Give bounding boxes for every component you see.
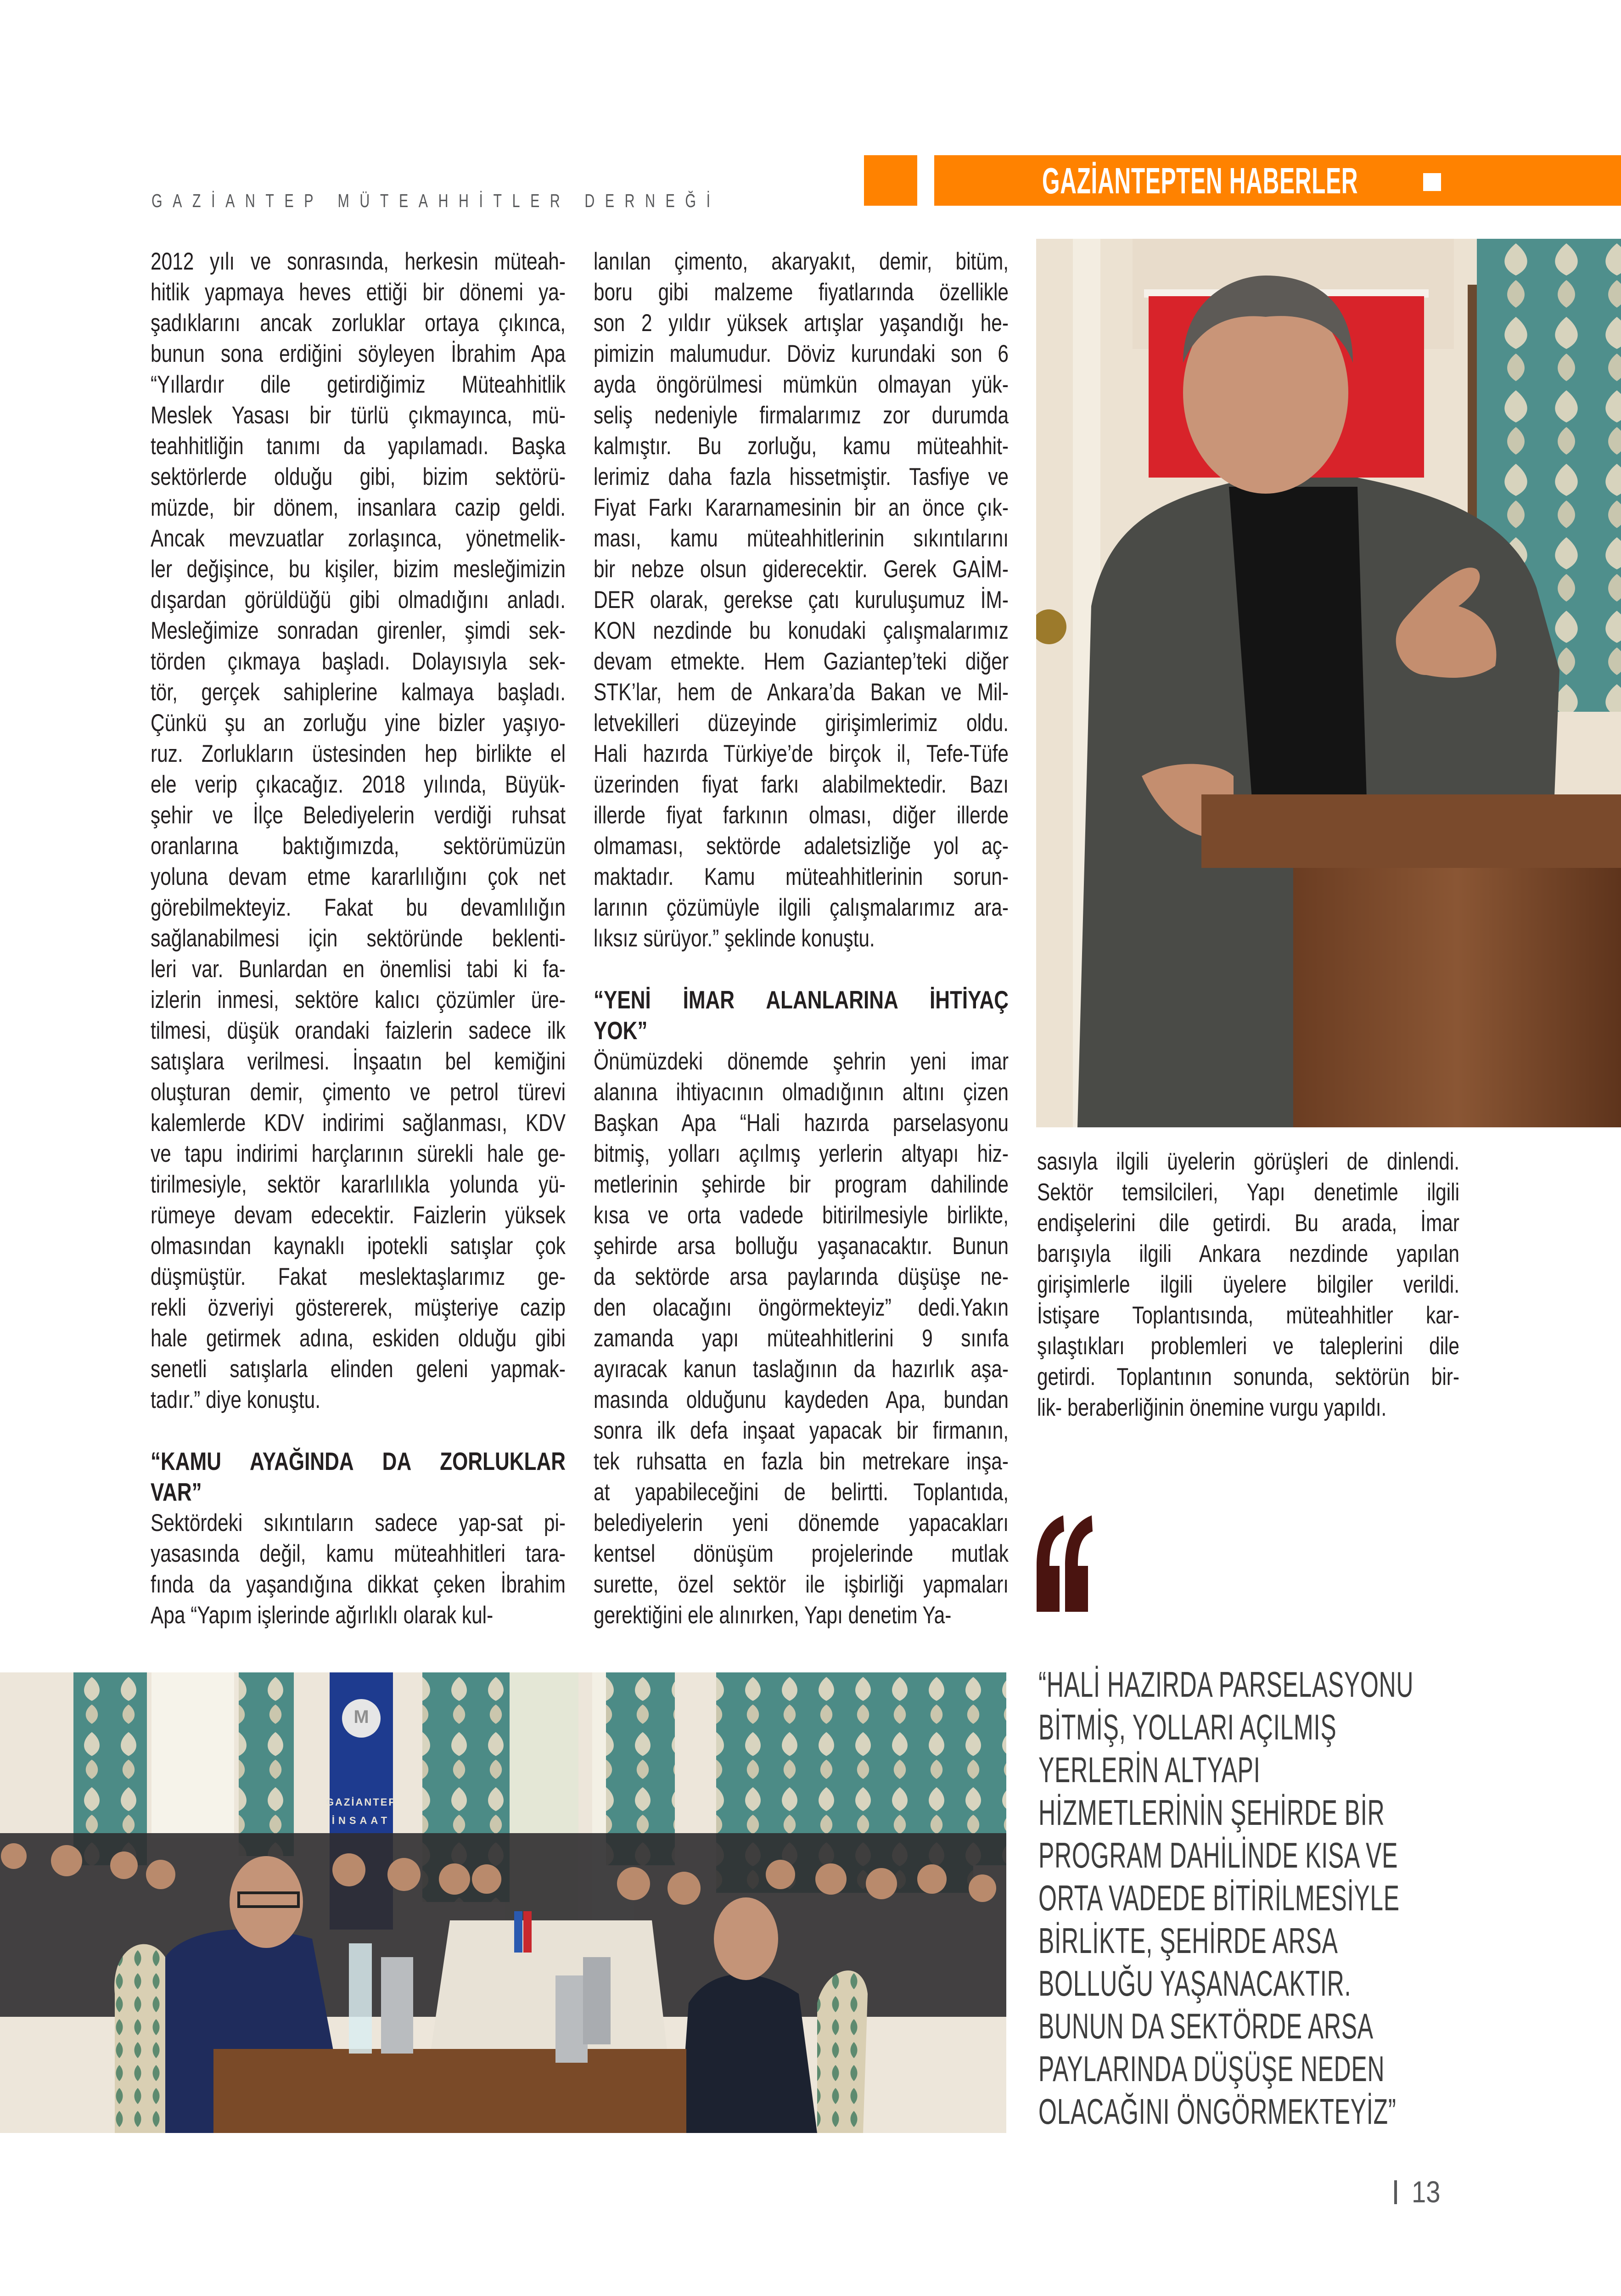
section-header-bar bbox=[934, 155, 1621, 206]
text-line: letvekilleri düzeyinde girişimlerimiz oldu. bbox=[594, 709, 1009, 737]
text-line: kısa ve orta vadede bitirilmesiyle birlikte, bbox=[594, 1202, 1009, 1229]
text-line: yasasında değil, kamu müteahhitleri tara- bbox=[151, 1540, 566, 1567]
text-line: 2012 yılı ve sonrasında, herkesin müteah- bbox=[151, 248, 566, 275]
section-heading-line: VAR” bbox=[151, 1478, 202, 1506]
text-line: müzde, bir dönem, insanlara cazip geldi. bbox=[151, 494, 566, 521]
text-line: da sektörde arsa paylarında düşüşe ne- bbox=[594, 1263, 1009, 1290]
text-line: seliş nedeniyle firmalarımız zor durumda bbox=[594, 402, 1009, 429]
text-line: Önümüzdeki dönemde şehrin yeni imar bbox=[594, 1048, 1009, 1075]
text-line: İstişare Toplantısında, müteahhitler kar- bbox=[1037, 1302, 1459, 1329]
article-column-1 bbox=[151, 246, 566, 1631]
text-line: kalmıştır. Bu zorluğu, kamu müteahhit- bbox=[594, 433, 1009, 460]
text-line: yoluna devam etme kararlılığını çok net bbox=[151, 863, 566, 890]
page-number-divider bbox=[1394, 2180, 1397, 2204]
speaker-photo-image bbox=[1036, 239, 1621, 1127]
text-line: sasıyla ilgili üyelerin görüşleri de dinlendi. bbox=[1037, 1148, 1459, 1175]
section-title-text: GAZİANTEPTEN HABERLER bbox=[1042, 160, 1358, 201]
pull-quote-line: ORTA VADEDE BİTİRİLMESİYLE bbox=[1038, 1878, 1400, 1918]
banner-text-line-2: İNSAAT bbox=[331, 1815, 391, 1826]
section-heading-line: “KAMU AYAĞINDA DA ZORLUKLAR bbox=[151, 1447, 566, 1475]
article-column-2 bbox=[594, 246, 1009, 1631]
text-line: bir nebze olsun giderecektir. Gerek GAİM- bbox=[594, 556, 1009, 583]
text-line: rekli özveriyi göstererek, müşteriye cazip bbox=[151, 1294, 566, 1321]
text-line: endişelerini dile getirdi. Bu arada, İmar bbox=[1037, 1210, 1459, 1237]
text-line: düşmüştür. Fakat meslektaşlarımız ge- bbox=[151, 1263, 566, 1290]
text-line: gerektiğini ele alınırken, Yapı denetim Ya- bbox=[594, 1602, 952, 1629]
banner-text-line-1: GAZİANTEP bbox=[325, 1796, 397, 1808]
svg-text:M: M bbox=[353, 1707, 369, 1727]
text-line: Apa “Yapım işlerinde ağırlıklı olarak kul- bbox=[151, 1602, 494, 1629]
text-line: bitmiş, yolları açılmış yerlerin altyapı hiz- bbox=[594, 1140, 1009, 1167]
text-line: lerimiz daha fazla hissetmiştir. Tasfiye ve bbox=[594, 463, 1009, 490]
text-line: tirilmesiyle, sektör kararlılıkla yolunda yü- bbox=[151, 1171, 566, 1198]
paragraph bbox=[594, 1046, 1009, 1631]
text-line: sektörlerde olduğu gibi, bizim sektörü- bbox=[151, 463, 566, 490]
text-line: surette, özel sektör ile işbirliği yapmaları bbox=[594, 1571, 1009, 1598]
section-heading-line: YOK” bbox=[594, 1016, 648, 1045]
text-line: ler değişince, bu kişiler, bizim mesleğimizin bbox=[151, 556, 566, 583]
paragraph bbox=[594, 246, 1009, 954]
text-line: Çünkü şu an zorluğu yine bizler yaşıyo- bbox=[151, 709, 566, 737]
quote-mark-icon bbox=[1037, 1515, 1096, 1612]
section-heading-kamu bbox=[151, 1446, 566, 1508]
text-line: bunun sona erdiğini söyleyen İbrahim Apa bbox=[151, 340, 566, 367]
text-line: Başkan Apa “Hali hazırda parselasyonu bbox=[594, 1109, 1009, 1137]
text-line: olmasından kaynaklı ipotekli satışlar çok bbox=[151, 1232, 566, 1260]
text-line: Sektör temsilcileri, Yapı denetimle ilgili bbox=[1037, 1179, 1459, 1206]
publication-name-text: GAZİANTEP MÜTEAHHİTLER DERNEĞİ bbox=[151, 190, 721, 211]
text-line: masında olduğunu kaydeden Apa, bundan bbox=[594, 1386, 1009, 1413]
text-line: larının çözümüyle ilgili çalışmalarımız ara- bbox=[594, 894, 1009, 921]
text-line: görebilmekteyiz. Fakat bu devamlılığın bbox=[151, 894, 566, 921]
text-line: kalemlerde KDV indirimi sağlanması, KDV bbox=[151, 1109, 566, 1137]
text-line: şehirde arsa bolluğu yaşanacaktır. Bunun bbox=[594, 1232, 1009, 1260]
meeting-photo bbox=[0, 1672, 1006, 2133]
pull-quote-line: OLACAĞINI ÖNGÖRMEKTEYİZ” bbox=[1038, 2091, 1397, 2132]
pull-quote-line: YERLERİN ALTYAPI bbox=[1038, 1750, 1261, 1790]
text-line: kentsel dönüşüm projelerinde mutlak bbox=[594, 1540, 1009, 1567]
text-line: rümeye devam edecektir. Faizlerin yüksek bbox=[151, 1202, 566, 1229]
text-line: ayıracak kanun taslağının da hazırlık aşa- bbox=[594, 1356, 1009, 1383]
wooden-table bbox=[213, 2049, 686, 2133]
header-accent-block bbox=[864, 155, 917, 206]
text-line: ele verip çıkacağız. 2018 yılında, Büyük- bbox=[151, 771, 566, 798]
text-line: devam etmekte. Hem Gaziantep’teki diğer bbox=[594, 648, 1009, 675]
section-heading-imar bbox=[594, 985, 1009, 1046]
podium-top bbox=[1201, 794, 1621, 868]
text-line: dışardan görüldüğü gibi olmadığını anladı. bbox=[151, 586, 566, 613]
pull-quote-line: BUNUN DA SEKTÖRDE ARSA bbox=[1038, 2006, 1374, 2046]
text-line: lanılan çimento, akaryakıt, demir, bitüm, bbox=[594, 248, 1009, 275]
text-line: şehir ve İlçe Belediyelerin verdiği ruhsat bbox=[151, 802, 566, 829]
text-line: senetli satışlarla elinden geleni yapmak- bbox=[151, 1356, 566, 1383]
text-line: lik- beraberliğinin önemine vurgu yapıldı. bbox=[1037, 1394, 1387, 1421]
publication-name bbox=[151, 189, 836, 212]
pull-quote bbox=[1038, 1663, 1543, 2133]
text-line: hitlik yapmaya heves ettiği bir dönemi ya- bbox=[151, 279, 566, 306]
text-line: leri var. Bunlardan en önemlisi tabi ki fa- bbox=[151, 956, 566, 983]
text-line: satışlara verilmesi. İnşaatın bel kemiğini bbox=[151, 1048, 566, 1075]
paragraph bbox=[151, 1508, 566, 1631]
paragraph bbox=[1037, 1146, 1459, 1423]
paragraph-gap bbox=[151, 1415, 566, 1446]
turtleneck bbox=[1229, 487, 1367, 799]
section-title bbox=[1042, 160, 1552, 201]
pull-quote-line: PAYLARINDA DÜŞÜŞE NEDEN bbox=[1038, 2048, 1385, 2089]
text-line: metlerinin şehirde bir program dahilinde bbox=[594, 1171, 1009, 1198]
text-line: şılaştıkları problemleri ve taleplerini dile bbox=[1037, 1333, 1459, 1360]
page-number-text: 13 bbox=[1412, 2175, 1441, 2209]
pull-quote-line: BİRLİKTE, ŞEHİRDE ARSA bbox=[1038, 1920, 1338, 1961]
text-line: ve tapu indirimi harçlarının sürekli hale ge- bbox=[151, 1140, 566, 1167]
text-line: lıksız sürüyor.” şeklinde konuştu. bbox=[594, 925, 875, 952]
text-line: tilmesi, düşük orandaki faizlerin sadece ilk bbox=[151, 1017, 566, 1044]
text-line: DER olarak, gerekse çatı kuruluşumuz İM- bbox=[594, 586, 1009, 613]
text-line: oranlarına baktığımızda, sektörümüzün bbox=[151, 833, 566, 860]
pull-quote-line: HİZMETLERİNİN ŞEHİRDE BİR bbox=[1038, 1792, 1385, 1833]
section-square-icon bbox=[1423, 173, 1441, 191]
text-line: “Yıllardır dile getirdiğimiz Müteahhitlik bbox=[151, 371, 566, 398]
paragraph bbox=[151, 246, 566, 1415]
text-line: STK’lar, hem de Ankara’da Bakan ve Mil- bbox=[594, 679, 1009, 706]
text-line: sağlanabilmesi için sektöründe beklenti- bbox=[151, 925, 566, 952]
paragraph-gap bbox=[594, 954, 1009, 985]
text-line: tadır.” diye konuştu. bbox=[151, 1386, 321, 1413]
text-line: ruz. Zorlukların üstesinden hep birlikte el bbox=[151, 740, 566, 767]
text-line: tek ruhsatta en fazla bin metrekare inşa- bbox=[594, 1448, 1009, 1475]
text-line: törden çıkmaya başladı. Dolayısıyla sek- bbox=[151, 648, 566, 675]
text-line: belediyelerin yeni dönemde yapacakları bbox=[594, 1509, 1009, 1536]
text-line: sonra ilk defa inşaat yapacak bir firmanın, bbox=[594, 1417, 1009, 1444]
text-line: olmaması, sektörde adaletsizliğe yol aç- bbox=[594, 833, 1009, 860]
text-line: teahhitliğin tanımı da yapılamadı. Başka bbox=[151, 433, 566, 460]
text-line: Sektördeki sıkıntıların sadece yap-sat pi- bbox=[151, 1509, 566, 1536]
speaker-photo bbox=[1036, 239, 1621, 1127]
text-line: getirdi. Toplantının sonunda, sektörün bir- bbox=[1037, 1363, 1459, 1390]
text-line: şadıklarını ancak zorluklar ortaya çıkınca, bbox=[151, 310, 566, 337]
text-line: alanına ihtiyacının olmadığının altını çizen bbox=[594, 1079, 1009, 1106]
section-heading-line: “YENİ İMAR ALANLARINA İHTİYAÇ bbox=[594, 985, 1009, 1014]
text-line: fında da yaşandığına dikkat çeken İbrahim bbox=[151, 1571, 566, 1598]
text-line: Hali hazırda Türkiye’de birçok il, Tefe-Tüfe bbox=[594, 740, 1009, 767]
text-line: Ancak mevzuatlar zorlaşınca, yönetmelik- bbox=[151, 525, 566, 552]
text-line: Mesleğimize sonradan girenler, şimdi sek- bbox=[151, 617, 566, 644]
text-line: zamanda yapı müteahhitlerini 9 sınıfa bbox=[594, 1325, 1009, 1352]
text-line: son 2 yıldır yüksek artışlar yaşandığı he- bbox=[594, 310, 1009, 337]
text-line: üzerinden fiyat farkı alabilmektedir. Bazı bbox=[594, 771, 1009, 798]
article-column-3 bbox=[1037, 1146, 1459, 1423]
text-line: illerde fiyat farkının olması, diğer illerde bbox=[594, 802, 1009, 829]
text-line: hale getirmek adına, eskiden olduğu gibi bbox=[151, 1325, 566, 1352]
pull-quote-line: “HALİ HAZIRDA PARSELASYONU bbox=[1038, 1664, 1414, 1705]
text-line: pimizin malumudur. Döviz kurundaki son 6 bbox=[594, 340, 1009, 367]
text-line: den olacağını öngörmekteyiz” dedi.Yakın bbox=[594, 1294, 1009, 1321]
quote-mark-glyph bbox=[1037, 1515, 1096, 1612]
text-line: boru gibi malzeme fiyatlarında özellikle bbox=[594, 279, 1009, 306]
text-line: tör, gerçek sahiplerine kalmaya başladı. bbox=[151, 679, 566, 706]
podium bbox=[1293, 868, 1621, 1127]
text-line: izlerin inmesi, sektöre kalıcı çözümler üre- bbox=[151, 986, 566, 1013]
text-line: oluşturan demir, çimento ve petrol türevi bbox=[151, 1079, 566, 1106]
text-line: barışıyla ilgili Ankara nezdinde yapılan bbox=[1037, 1240, 1459, 1267]
text-line: ayda öngörülmesi mümkün olmayan yük- bbox=[594, 371, 1009, 398]
text-line: ması, kamu müteahhitlerinin sıkıntılarını bbox=[594, 525, 1009, 552]
text-line: Meslek Yasası bir türlü çıkmayınca, mü- bbox=[151, 402, 566, 429]
text-line: girişimlerle ilgili üyelere bilgiler verildi. bbox=[1037, 1271, 1459, 1298]
text-line: at yapabileceğini de belirtti. Toplantıda, bbox=[594, 1479, 1009, 1506]
text-line: Fiyat Farkı Kararnamesinin bir an önce çık- bbox=[594, 494, 1009, 521]
text-line: KON nezdinde bu konudaki çalışmalarımız bbox=[594, 617, 1009, 644]
pull-quote-line: BİTMİŞ, YOLLARI AÇILMIŞ bbox=[1038, 1707, 1337, 1747]
pull-quote-line: PROGRAM DAHİLİNDE KISA VE bbox=[1038, 1835, 1398, 1875]
pull-quote-line: BOLLUĞU YAŞANACAKTIR. bbox=[1038, 1963, 1352, 2003]
meeting-photo-image bbox=[0, 1672, 1006, 2133]
text-line: maktadır. Kamu müteahhitlerinin sorun- bbox=[594, 863, 1009, 890]
